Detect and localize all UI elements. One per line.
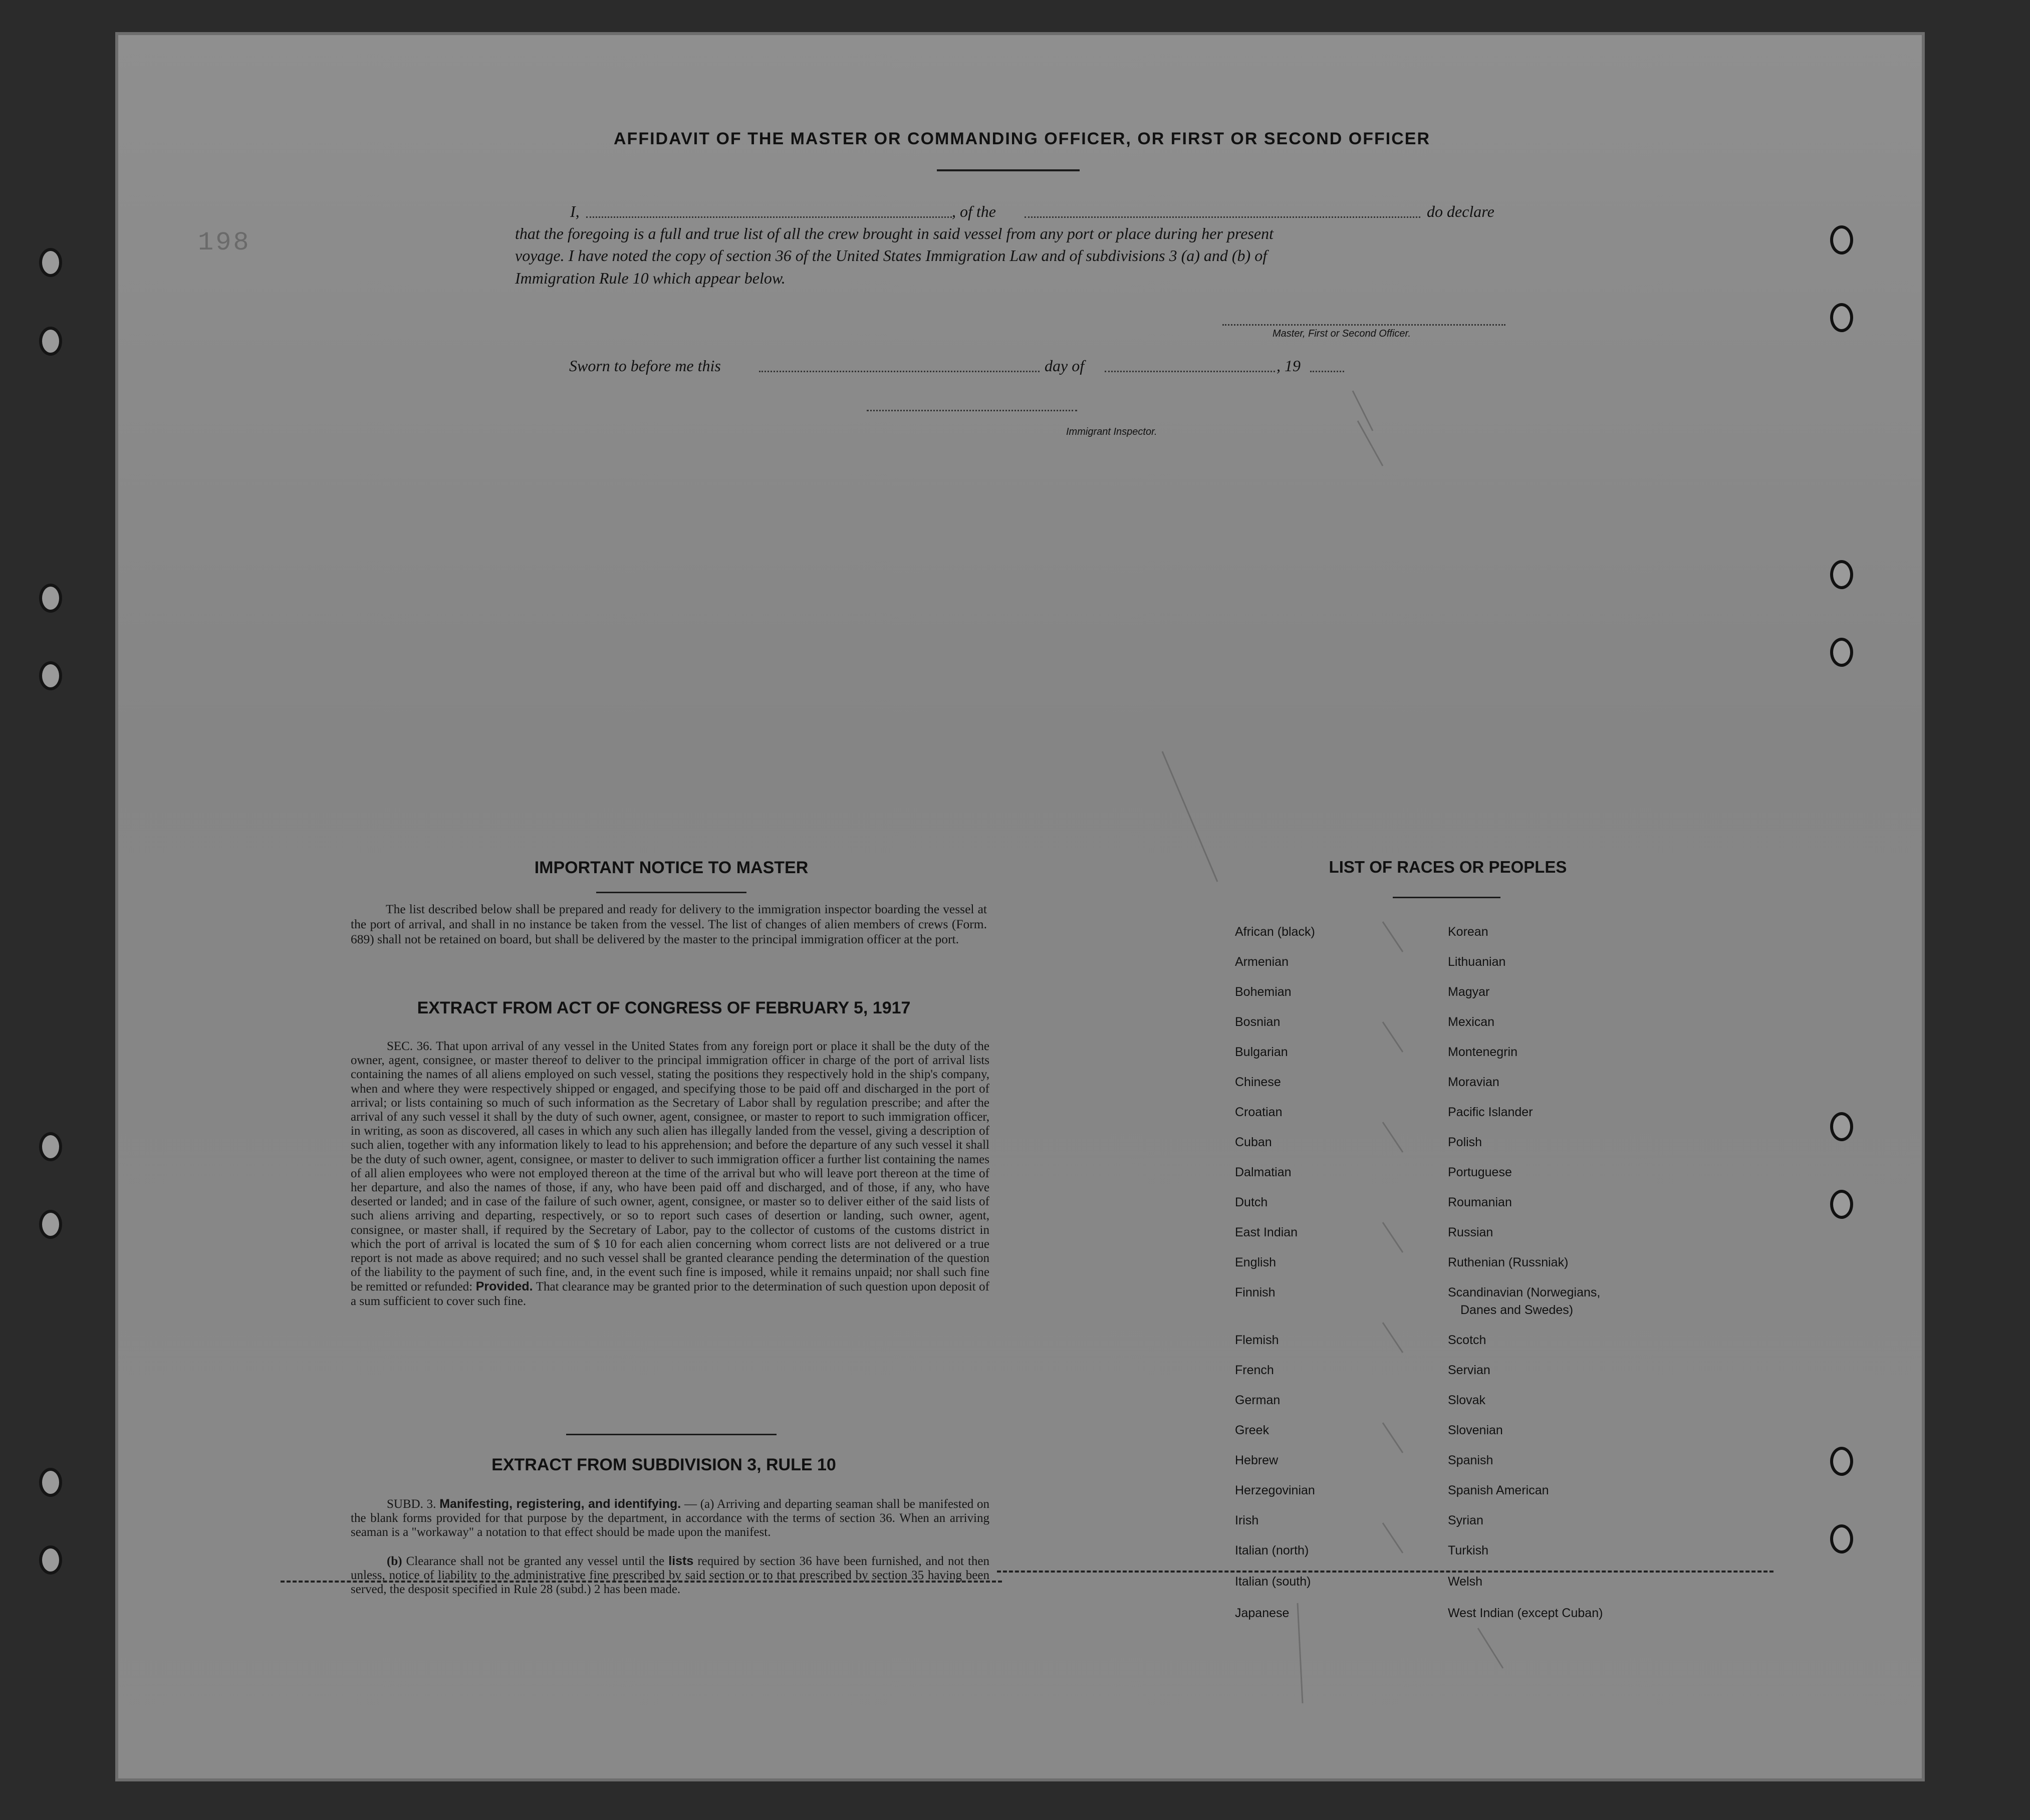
race-item: East Indian <box>1235 1225 1298 1239</box>
provided-text: That clearance may be granted prior to the determination of such question upon deposit of a sum sufficient to cover such fine. <box>351 1280 989 1308</box>
race-item: Mexican <box>1448 1015 1495 1029</box>
race-item: Roumanian <box>1448 1195 1512 1209</box>
race-item: Syrian <box>1448 1513 1483 1527</box>
race-item: Spanish <box>1448 1453 1493 1467</box>
race-item: Hebrew <box>1235 1453 1279 1467</box>
sworn-day-of: day of <box>1045 357 1085 375</box>
race-item: West Indian (except Cuban) <box>1448 1606 1603 1620</box>
race-item: Spanish American <box>1448 1483 1549 1497</box>
provided-label: Provided. <box>475 1279 533 1294</box>
race-item: Dalmatian <box>1235 1165 1292 1179</box>
race-item: Dutch <box>1235 1195 1268 1209</box>
race-item: French <box>1235 1363 1274 1377</box>
race-item: Bohemian <box>1235 985 1292 999</box>
race-item: Portuguese <box>1448 1165 1512 1179</box>
race-item: Korean <box>1448 925 1488 939</box>
race-item: Bosnian <box>1235 1015 1281 1029</box>
notice-body: The list described below shall be prepared and ready for delivery to the immigration inspector boarding the vessel at the port of arrival, and shall in no instance be taken from the vessel. The list of changes of alien members of crews (Form. 689) shall not be retained on board, but shall be delivered by the master to the principal immigration officer at the port. <box>351 902 987 946</box>
master-signature-caption: Master, First or Second Officer. <box>1273 328 1411 339</box>
race-item: Irish <box>1235 1513 1259 1527</box>
race-item: Welsh <box>1448 1575 1483 1589</box>
affidavit-of-the: , of the <box>952 202 996 220</box>
race-item: Italian (north) <box>1235 1543 1309 1557</box>
race-item: African (black) <box>1235 925 1315 939</box>
race-item: Scandinavian (Norwegians, <box>1448 1285 1601 1299</box>
subd-para-a: — (a) Arriving and departing seaman shall be manifested on the blank forms provided for that purpose by the department, in accordance with the terms of section 36. When an arriving seaman is a "workaway" a notation to that effect should be made upon the manifest. <box>351 1497 990 1539</box>
notice-heading: IMPORTANT NOTICE TO MASTER <box>534 858 809 877</box>
race-item: Russian <box>1448 1225 1493 1239</box>
race-item: Flemish <box>1235 1333 1279 1347</box>
subd-title: Manifesting, registering, and identifying. <box>439 1497 681 1511</box>
race-item: Croatian <box>1235 1105 1283 1119</box>
affidavit-line-2: that the foregoing is a full and true list of all the crew brought in said vessel from any port or place during her present <box>515 224 1274 242</box>
para-b-pre: Clearance shall not be granted any vessel until the <box>406 1554 665 1568</box>
race-item: Ruthenian (Russniak) <box>1448 1255 1569 1269</box>
race-item: Chinese <box>1235 1075 1281 1089</box>
affidavit-do-declare: do declare <box>1427 202 1494 220</box>
race-item: Polish <box>1448 1135 1482 1149</box>
bleed-through-number: 198 <box>198 228 251 257</box>
race-item: Slovak <box>1448 1393 1486 1407</box>
inspector-caption: Immigrant Inspector. <box>1066 426 1157 437</box>
race-item: Servian <box>1448 1363 1490 1377</box>
race-item: Slovenian <box>1448 1423 1503 1437</box>
sworn-year: , 19 <box>1277 357 1301 375</box>
race-item: Danes and Swedes) <box>1460 1303 1574 1317</box>
para-b-bold: lists <box>668 1554 694 1568</box>
para-b-label: (b) <box>387 1554 402 1568</box>
extract-rule-heading: EXTRACT FROM SUBDIVISION 3, RULE 10 <box>491 1455 836 1474</box>
race-item: Lithuanian <box>1448 955 1506 969</box>
race-item: German <box>1235 1393 1281 1407</box>
affidavit-i: I, <box>570 202 580 220</box>
affidavit-title: AFFIDAVIT OF THE MASTER OR COMMANDING OFFICER, OR FIRST OR SECOND OFFICER <box>614 129 1430 148</box>
race-item: Italian (south) <box>1235 1575 1311 1589</box>
race-item: Montenegrin <box>1448 1045 1517 1059</box>
race-item: Armenian <box>1235 955 1289 969</box>
race-item: Moravian <box>1448 1075 1499 1089</box>
subd-label: SUBD. 3. <box>387 1497 436 1511</box>
race-item: Scotch <box>1448 1333 1486 1347</box>
affidavit-line-4: Immigration Rule 10 which appear below. <box>515 269 786 287</box>
race-item: Pacific Islander <box>1448 1105 1533 1119</box>
race-item: Bulgarian <box>1235 1045 1288 1059</box>
extract-act-text: SEC. 36. That upon arrival of any vessel in the United States from any foreign port or place it shall be the duty of the owner, agent, consignee, or master thereof to deliver to the principal immigration officer in charge of the port of arrival lists containing the names of all aliens employed on such vessel, stating the positions they respectively hold in the ship's company, when and where they were respectively shipped or engaged, and specifying those to be paid off and discharged in the port of arrival; or lists containing so much of such information as the Secretary of Labor shall by regulation prescribe; and after the arrival of any such vessel it shall by the duty of such owner, agent, consignee, or master to report to such immigration officer, in writing, as soon as discovered, all cases in which any such alien has illegally landed from the vessel, giving a description of such alien, together with any information likely to lead to his apprehension; and before the departure of any such vessel it shall be the duty of such owner, agent, consignee, or master to deliver to such immigration officer a further list containing the names of all alien employees who were not employed thereon at the time of the arrival but who will leave port thereon at the time of her departure, and also the names of those, if any, who have been paid off and discharged, and of those, if any, who have deserted or landed; and in case of the failure of such owner, agent, consignee, or master so to deliver either of the said lists of such aliens arriving and departing, respectively, or so to report such cases of desertion or landing, such owner, agent, consignee, or master shall, if required by the Secretary of Labor, pay to the collector of customs of the customs district in which the port of arrival is located the sum of $ 10 for each alien concerning whom correct lists are not delivered or a true report is not made as above required; and no such vessel shall be granted clearance pending the determination of the question of the liability to the payment of such fine, and, in the event such fine is imposed, while it remains unpaid; nor shall such fine be remitted or refunded: <box>351 1039 989 1294</box>
race-item: Turkish <box>1448 1543 1489 1557</box>
race-item: Herzegovinian <box>1235 1483 1315 1497</box>
race-item: English <box>1235 1255 1276 1269</box>
race-item: Japanese <box>1235 1606 1290 1620</box>
para-b-post: required by section 36 have been furnished, and not then unless, notice of liability to the administrative fine prescribed by said section or to that prescribed by section 35 having been served, the desposit specified in Rule 28 (subd.) 2 has been made. <box>351 1554 989 1597</box>
race-item: Magyar <box>1448 985 1490 999</box>
extract-act-heading: EXTRACT FROM ACT OF CONGRESS OF FEBRUARY 5, 1917 <box>417 998 911 1017</box>
races-heading: LIST OF RACES OR PEOPLES <box>1329 858 1567 876</box>
race-item: Cuban <box>1235 1135 1272 1149</box>
race-item: Finnish <box>1235 1285 1276 1299</box>
sworn-prefix: Sworn to before me this <box>569 357 721 375</box>
race-item: Greek <box>1235 1423 1270 1437</box>
affidavit-line-3: voyage. I have noted the copy of section 36 of the United States Immigration Law and of subdivisions 3 (a) and (b) of <box>515 246 1267 265</box>
